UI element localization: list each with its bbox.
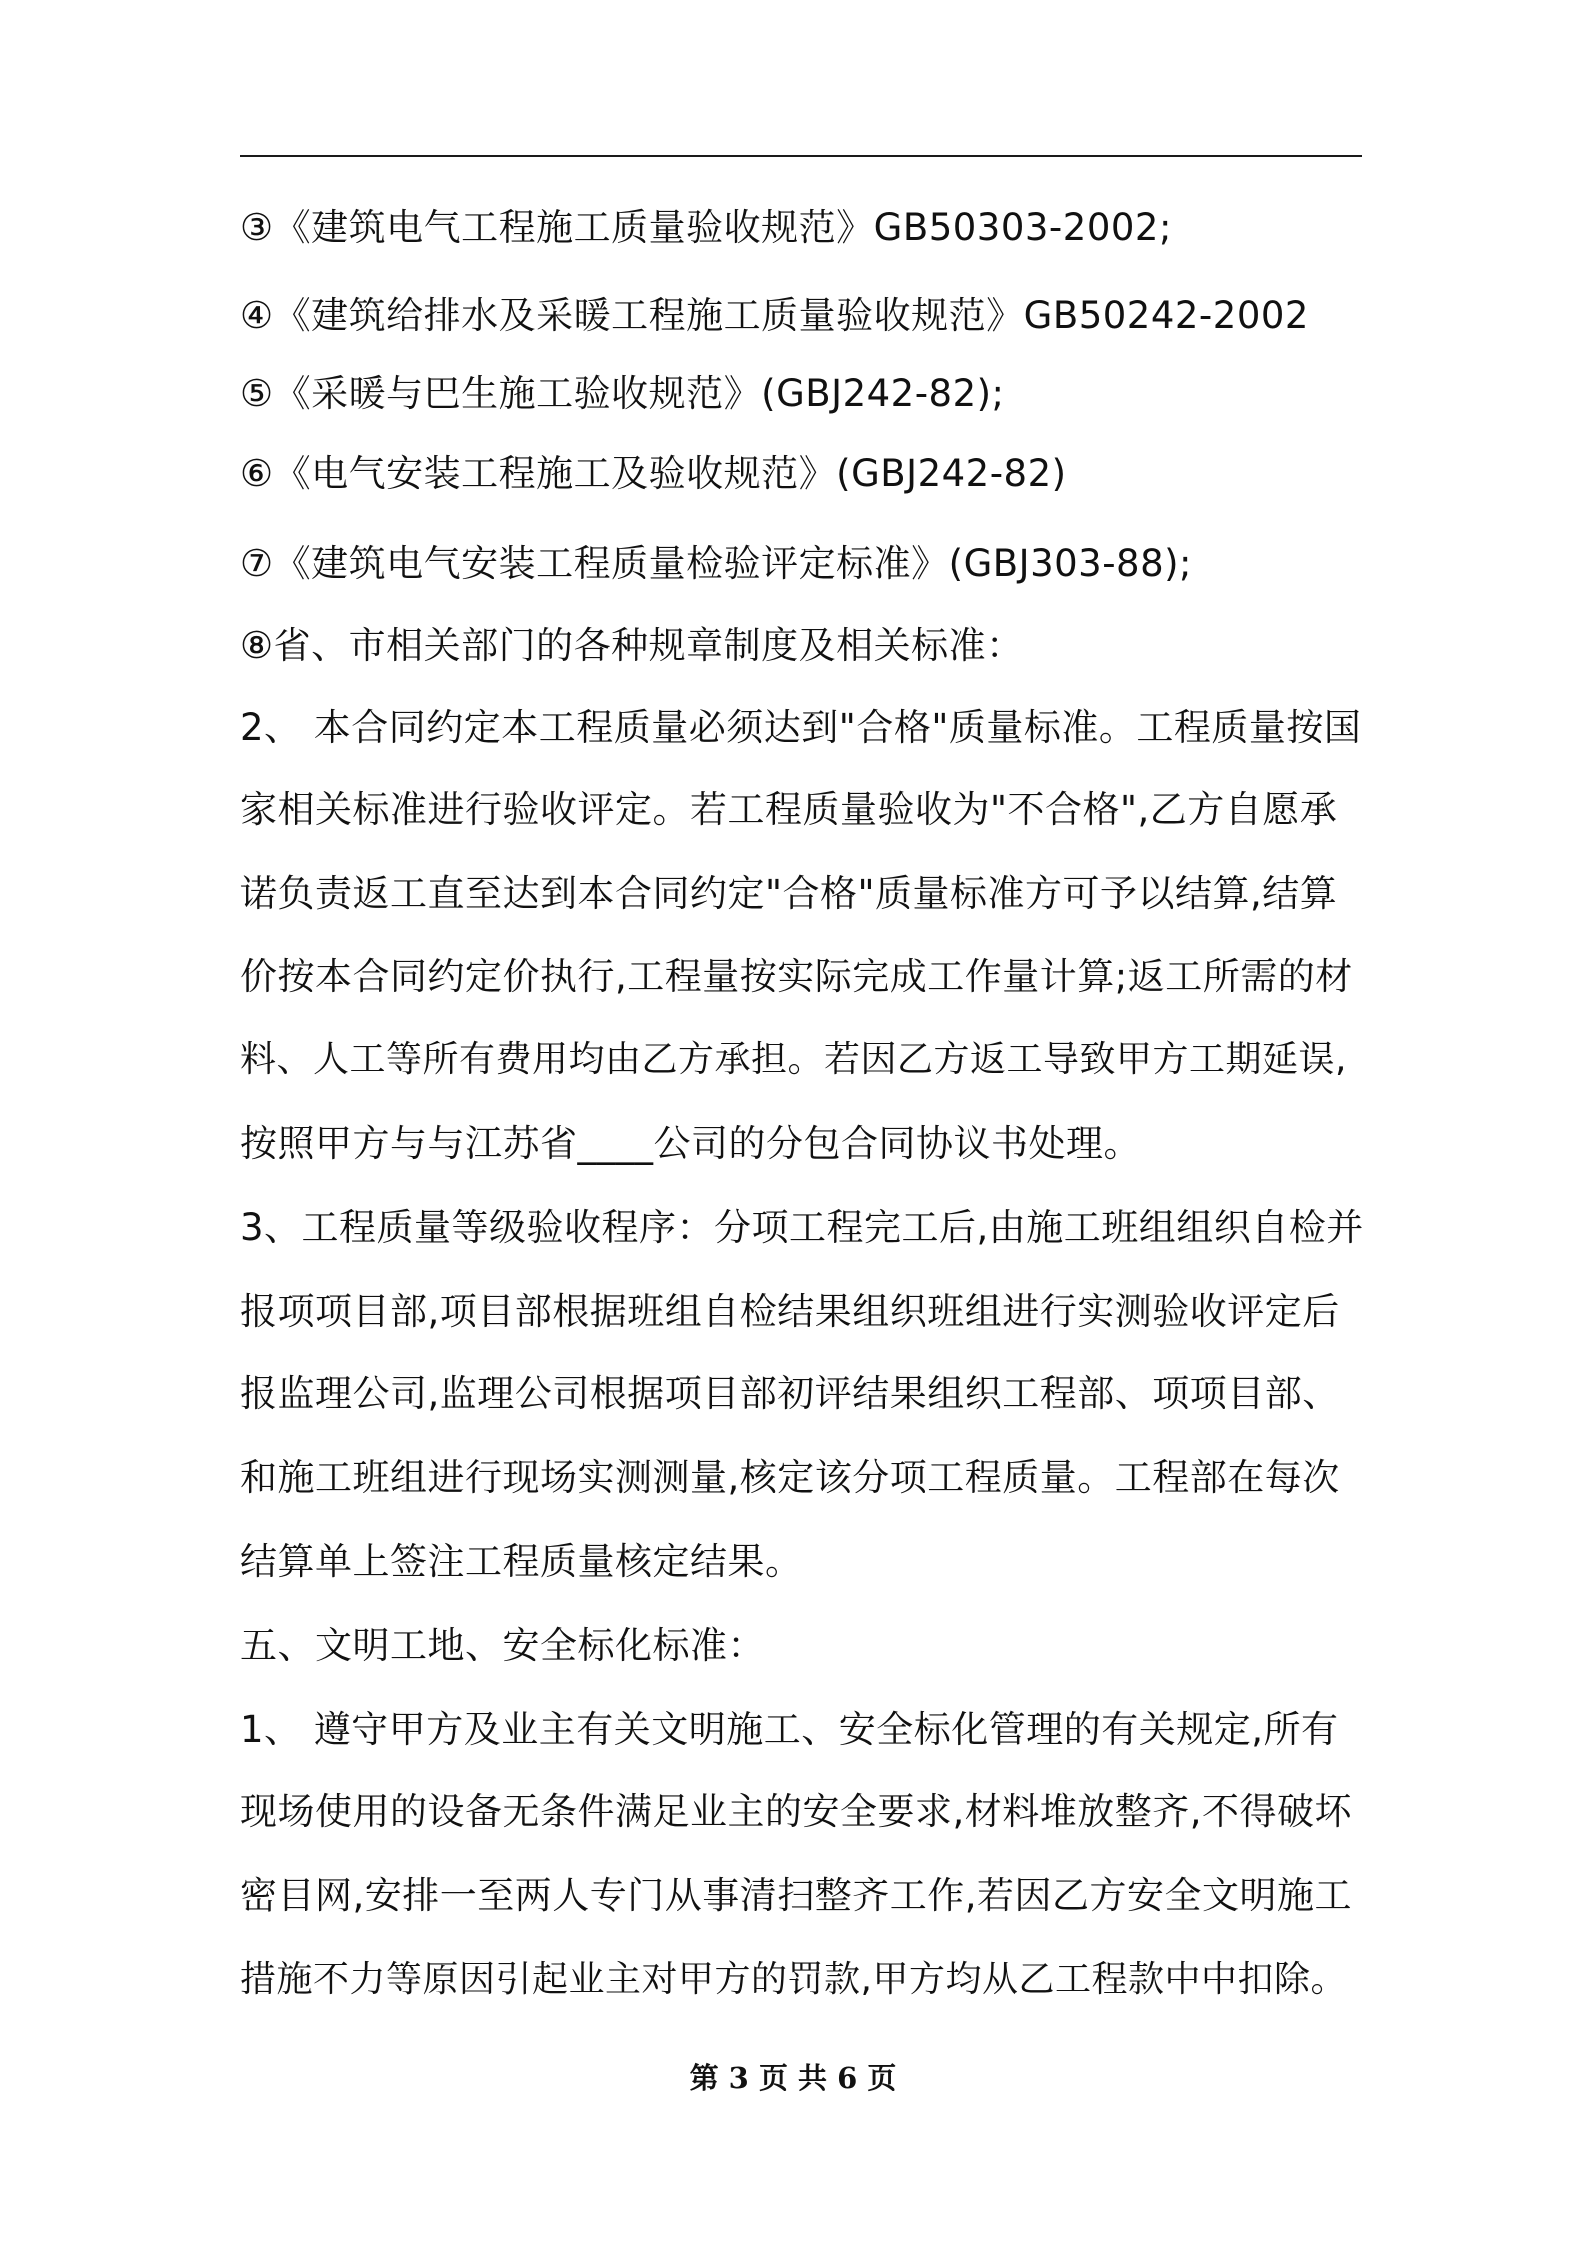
header-rule (240, 155, 1362, 157)
text-line: 措施不力等原因引起业主对甲方的罚款,甲方均从乙工程款中中扣除。 (240, 1959, 1347, 2000)
text-line: 结算单上签注工程质量核定结果。 (240, 1540, 803, 1583)
text-line: 按照甲方与与江苏省____公司的分包合同协议书处理。 (240, 1122, 1141, 1165)
text-line: 诺负责返工直至达到本合同约定"合格"质量标准方可予以结算,结算 (240, 872, 1338, 915)
text-line: ④《建筑给排水及采暖工程施工质量验收规范》GB50242-2002 (240, 294, 1309, 337)
text-line: 现场使用的设备无条件满足业主的安全要求,材料堆放整齐,不得破坏 (240, 1790, 1353, 1833)
text-line: 报项项目部,项目部根据班组自检结果组织班组进行实测验收评定后 (240, 1290, 1340, 1333)
section-heading: 五、文明工地、安全标化标准： (240, 1624, 765, 1667)
text-line: ⑤《采暖与巴生施工验收规范》(GBJ242-82); (240, 372, 1005, 415)
text-line: ③《建筑电气工程施工质量验收规范》GB50303-2002; (240, 206, 1172, 249)
text-line: 3、工程质量等级验收程序：分项工程完工后,由施工班组组织自检并 (240, 1206, 1364, 1249)
text-line: 料、人工等所有费用均由乙方承担。若因乙方返工导致甲方工期延误, (240, 1039, 1347, 1080)
page-number-footer: 第 3 页 共 6 页 (689, 2061, 897, 2095)
text-line: 价按本合同约定价执行,工程量按实际完成工作量计算;返工所需的材 (240, 955, 1353, 998)
text-line: 2、 本合同约定本工程质量必须达到"合格"质量标准。工程质量按国 (240, 706, 1362, 749)
text-line: ⑦《建筑电气安装工程质量检验评定标准》(GBJ303-88); (240, 542, 1193, 585)
text-line: 家相关标准进行验收评定。若工程质量验收为"不合格",乙方自愿承 (240, 788, 1338, 831)
text-line: 报监理公司,监理公司根据项目部初评结果组织工程部、项项目部、 (240, 1372, 1340, 1415)
text-line: 密目网,安排一至两人专门从事清扫整齐工作,若因乙方安全文明施工 (240, 1874, 1353, 1917)
text-line: 和施工班组进行现场实测测量,核定该分项工程质量。工程部在每次 (240, 1456, 1340, 1499)
text-line: ⑥《电气安装工程施工及验收规范》(GBJ242-82) (240, 452, 1067, 495)
text-line: ⑧省、市相关部门的各种规章制度及相关标准： (240, 624, 1024, 667)
text-line: 1、 遵守甲方及业主有关文明施工、安全标化管理的有关规定,所有 (240, 1708, 1339, 1751)
